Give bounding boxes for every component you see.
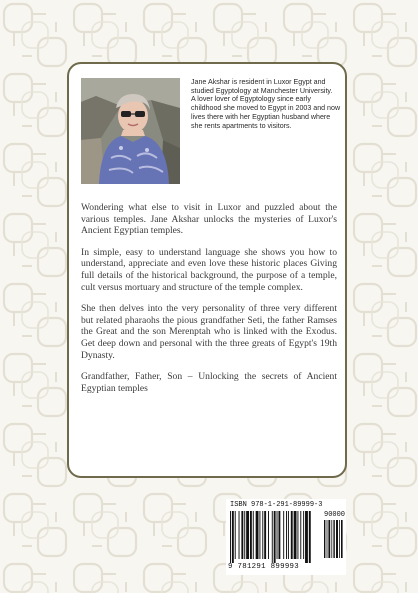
author-bio <box>191 78 341 130</box>
isbn-barcode-box <box>226 499 346 575</box>
author-photo <box>81 78 180 184</box>
blurb-tagline: Grandfather, Father, Son – Unlocking the secrets of Ancient Egyptian temples <box>81 371 337 394</box>
barcode-bars <box>230 511 320 563</box>
blurb-paragraph-2: In simple, easy to understand language she shows you how to understand, appreciate and even love these historic places Giving full details of the historical background, the purpose of a temple, cult versus mortuary and structure of the temple complex. <box>81 246 337 293</box>
back-cover-panel <box>67 62 347 478</box>
blurb-paragraph-3: She then delves into the very personality of three very different but related pharaohs the pious grandfather Seti, the father Ramses the Great and the son Merenptah who is linked with the Exodus. Get deep down and personal with the three greats of Egypt's 19th Dynasty. <box>81 303 337 361</box>
author-bio-details: A lover lover of Egyptology since early childhood she moved to Egypt in 2003 and now lives there with her Egyptian husband where she rents apartments to visitors. <box>191 95 341 130</box>
author-bio-intro: Jane Akshar is resident in Luxor Egypt and studied Egyptology at Manchester University. <box>191 78 333 95</box>
price-code: 90000 <box>324 511 346 519</box>
isbn-digits: 9 781291 899993 <box>228 563 300 571</box>
isbn-label: ISBN 978-1-291-89999-3 <box>230 501 323 509</box>
blurb-paragraph-1: Wondering what else to visit in Luxor and puzzled about the various temples. Jane Akshar unlocks the mysteries of Luxor's Ancient Egyptian temples. <box>81 202 337 237</box>
price-barcode-bars <box>324 520 344 558</box>
book-blurb <box>81 202 337 404</box>
